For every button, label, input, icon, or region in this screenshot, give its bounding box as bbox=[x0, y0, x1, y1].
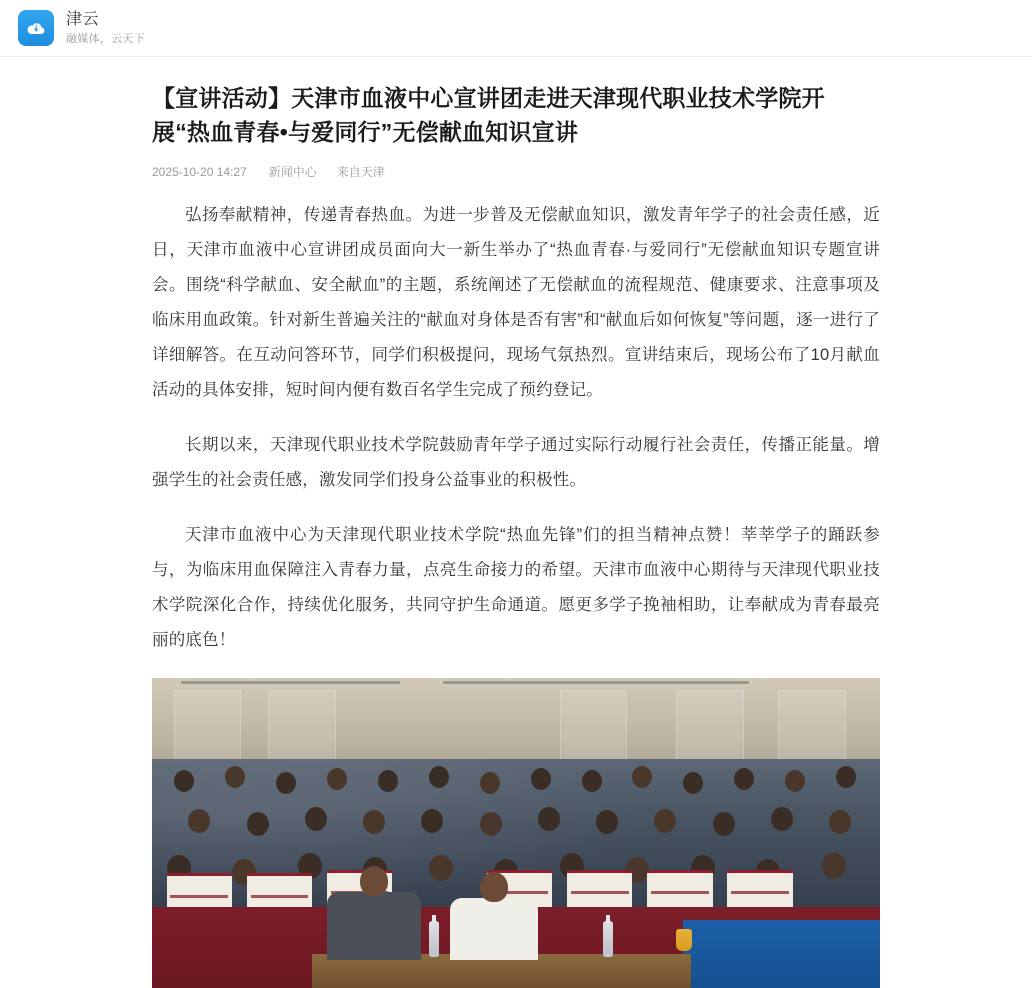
brand-name: 津云 bbox=[66, 10, 100, 28]
article-paragraph: 弘扬奉献精神，传递青春热血。为进一步普及无偿献血知识，激发青年学子的社会责任感，近日，天津市血液中心宣讲团成员面向大一新生举办了“热血青春·与爱同行”无偿献血知识专题宣讲会。围绕“科学献血、安全献血”的主题，系统阐述了无偿献血的流程规范、健康要求、注意事项及临床用血政策。针对新生普遍关注的“献血对身体是否有害”和“献血后如何恢复”等问题，逐一进行了详细解答。在互动问答环节，同学们积极提问，现场气氛热烈。宣讲结束后，现场公布了10月献血活动的具体安排，短时间内便有数百名学生完成了预约登记。 bbox=[152, 206, 880, 399]
photo-ceiling-bar bbox=[443, 681, 749, 684]
page-title: 【宣讲活动】天津市血液中心宣讲团走进天津现代职业技术学院开展“热血青春•与爱同行”无偿献血知识宣讲 bbox=[152, 85, 825, 145]
article bbox=[152, 57, 880, 988]
section-label: 新闻中心 bbox=[268, 165, 317, 179]
article-body bbox=[152, 198, 880, 658]
photo-person-right bbox=[450, 898, 537, 960]
cloud-icon[interactable] bbox=[18, 10, 54, 46]
photo-canvas bbox=[152, 678, 880, 988]
photo-ceiling-bar bbox=[181, 681, 399, 684]
brand-slogan: 融媒体，云天下 bbox=[66, 32, 146, 45]
brand bbox=[66, 10, 145, 47]
source-label: 来自天津 bbox=[336, 165, 385, 179]
photo-water-bottle bbox=[429, 921, 439, 957]
site-header bbox=[0, 0, 1032, 57]
photo-blue-table bbox=[683, 920, 880, 988]
publish-datetime: 2025-10-20 14:27 bbox=[152, 164, 247, 179]
article-paragraph: 长期以来，天津现代职业技术学院鼓励青年学子通过实际行动履行社会责任，传播正能量。增强学生的社会责任感，激发同学们投身公益事业的积极性。 bbox=[152, 436, 880, 489]
photo-cup bbox=[676, 929, 692, 951]
article-paragraph: 天津市血液中心为天津现代职业技术学院“热血先锋”们的担当精神点赞！莘莘学子的踊跃参与，为临床用血保障注入青春力量，点亮生命接力的希望。天津市血液中心期待与天津现代职业技术学院深化合作，持续优化服务，共同守护生命通道。愿更多学子挽袖相助，让奉献成为青春最亮丽的底色！ bbox=[152, 526, 880, 649]
article-photo bbox=[152, 678, 880, 988]
photo-water-bottle bbox=[603, 921, 613, 957]
article-meta bbox=[152, 163, 880, 180]
photo-person-left bbox=[327, 892, 422, 960]
